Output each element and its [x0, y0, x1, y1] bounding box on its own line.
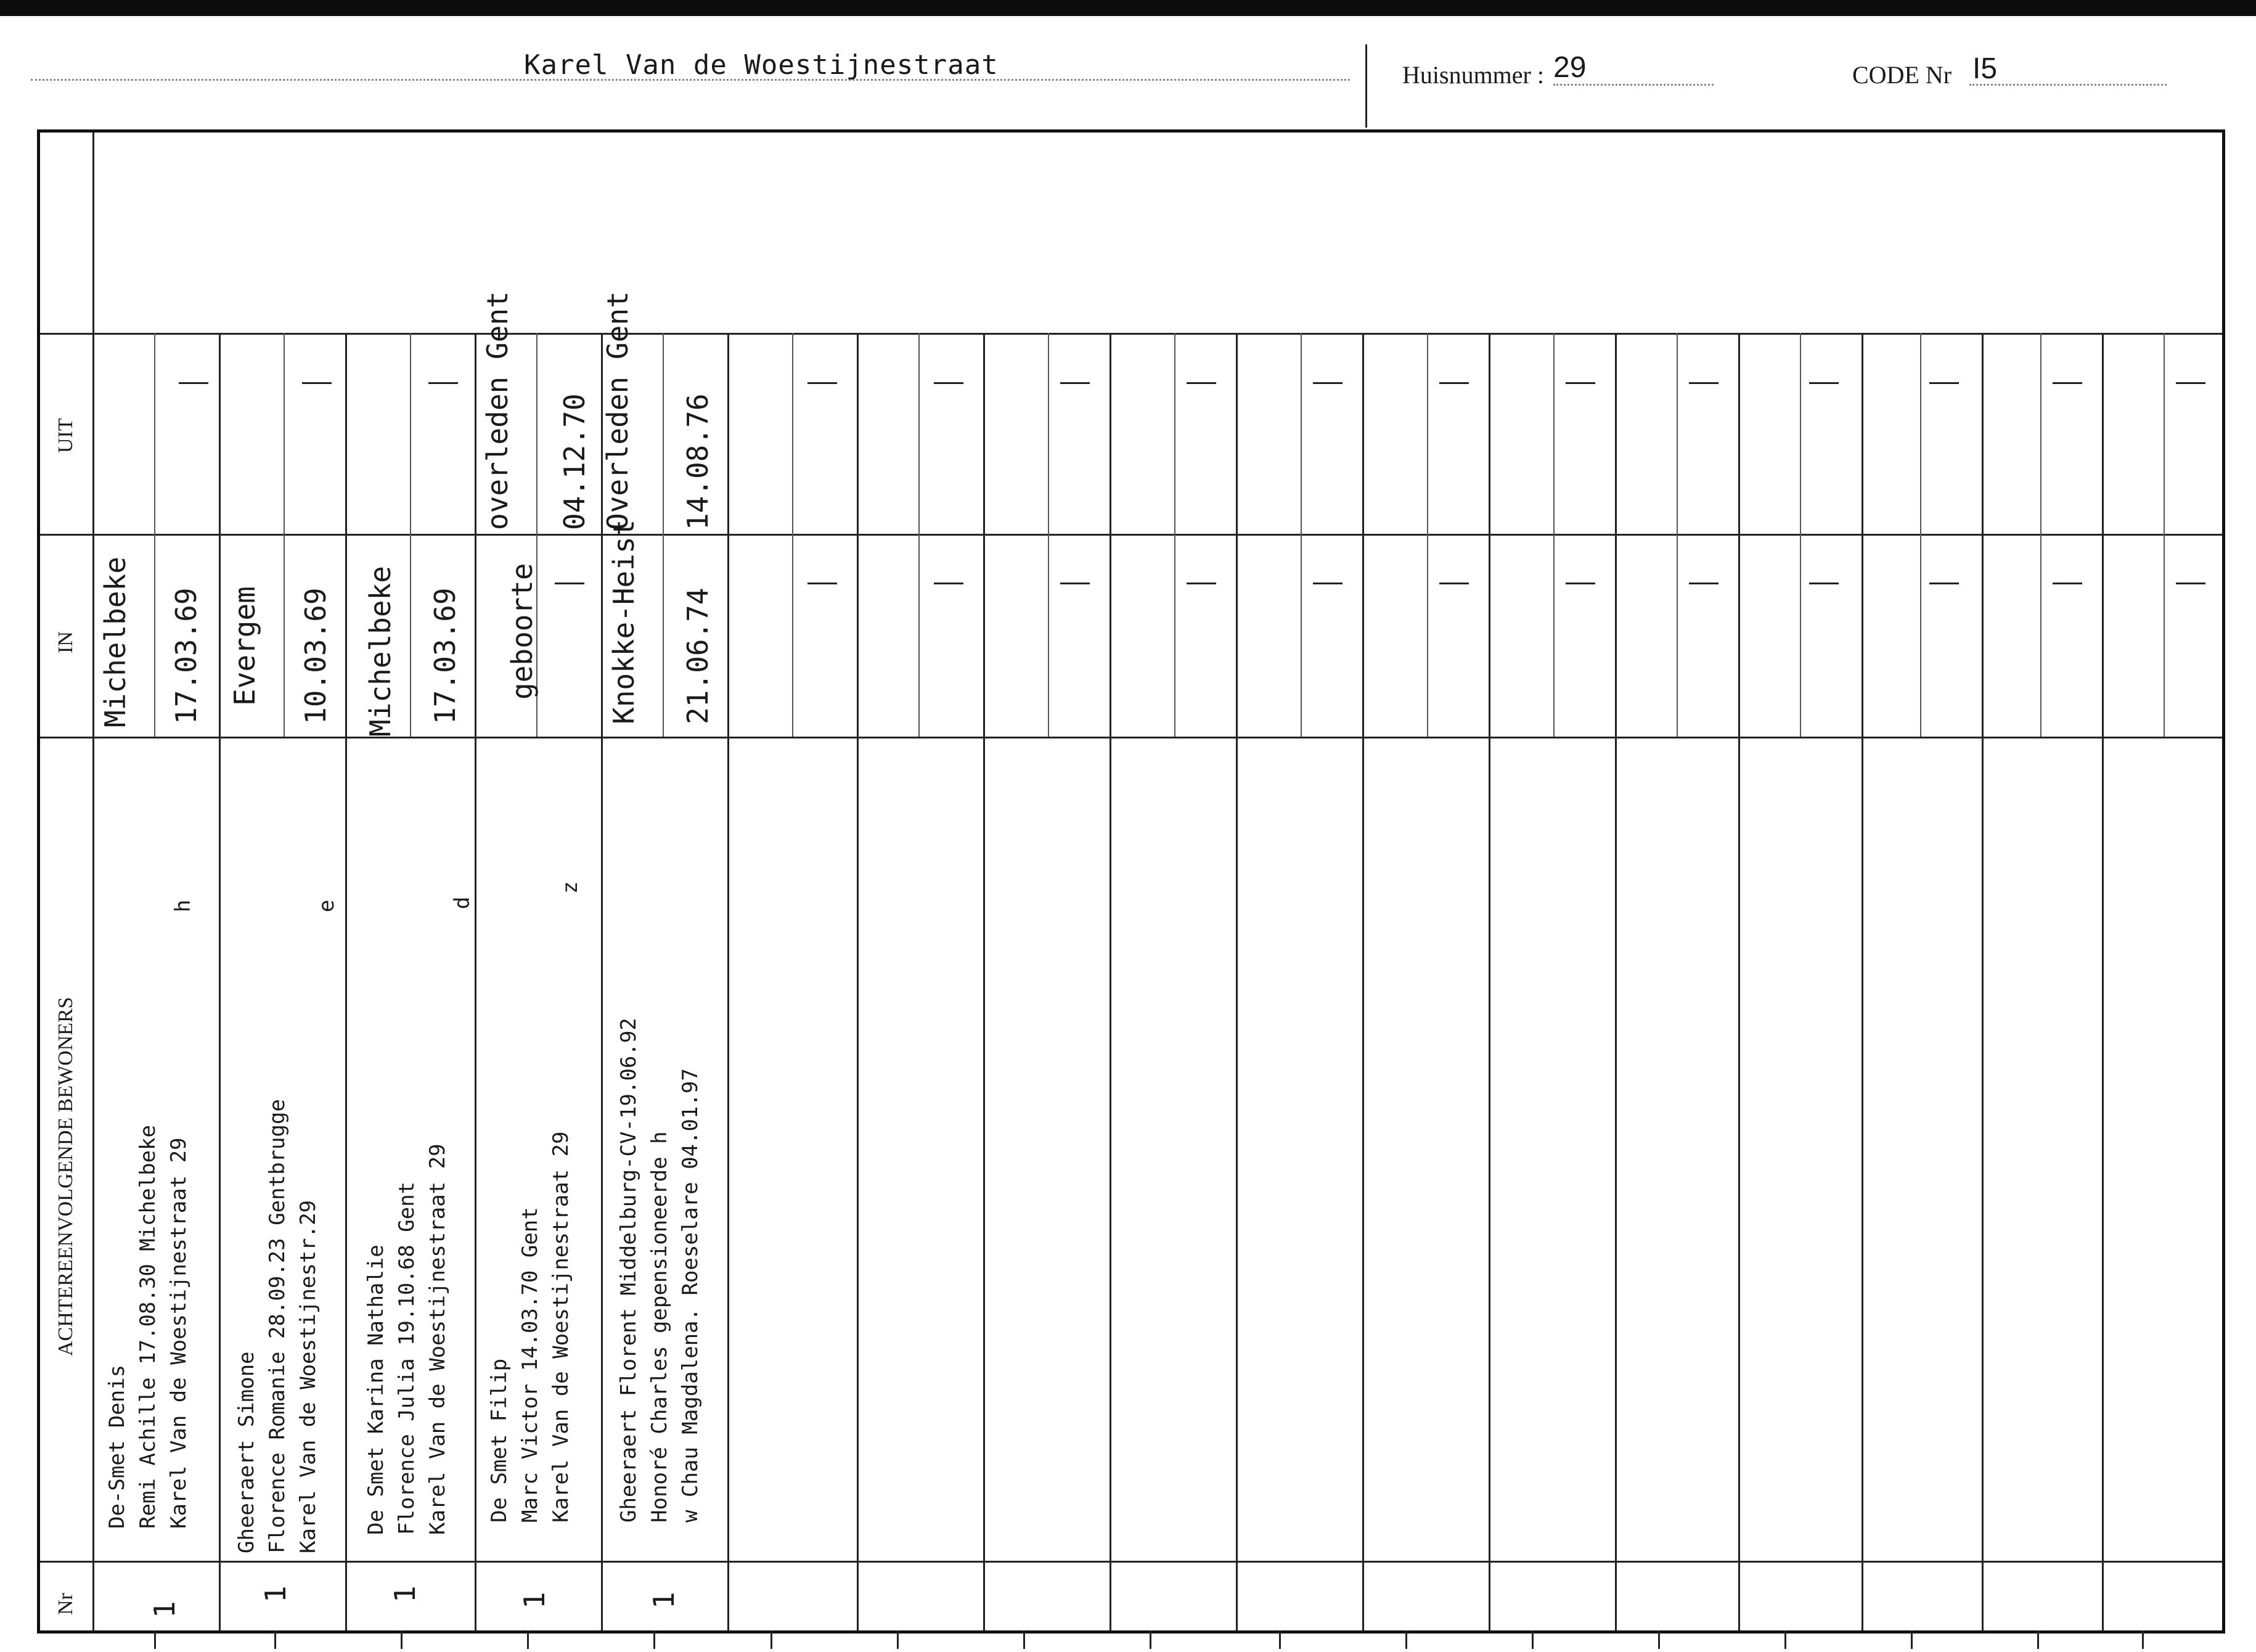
residents-top-rule [40, 737, 2222, 738]
in-date: 17.03.69 [428, 587, 462, 724]
entry-rule [983, 333, 985, 1630]
resident-line: Gheeraert Florent Middelburg-CV-19.06.92 [616, 1018, 641, 1523]
resident-line: Marc Victor 14.03.70 Gent [518, 1207, 542, 1523]
entry-rule [345, 333, 347, 1630]
bottom-tick [653, 1630, 655, 1649]
entry-rule [2102, 333, 2104, 1630]
empty-dash [1060, 583, 1090, 584]
entry-rule [727, 333, 729, 1630]
empty-dash [1313, 583, 1343, 584]
empty-dash [1313, 382, 1343, 384]
label-column-rule [92, 133, 94, 1630]
house-number-value: 29 [1553, 51, 1587, 84]
house-number-label: Huisnummer : [1402, 61, 1544, 89]
resident-line: Karel Van de Woestijnestraat 29 [549, 1131, 573, 1523]
resident-entry [231, 1099, 324, 1553]
sub-rule [1301, 333, 1302, 737]
empty-dash [1187, 583, 1216, 584]
bottom-tick [897, 1630, 899, 1649]
resident-line: Karel Van de Woestijnestraat 29 [425, 1143, 450, 1535]
sub-rule [1048, 333, 1049, 737]
scan-top-border [0, 0, 2256, 16]
sub-rule [2040, 333, 2041, 737]
bottom-tick [274, 1630, 276, 1649]
in-place: Michelbeke [99, 557, 132, 727]
nr-column-label: Nr [54, 1593, 77, 1615]
empty-dash [2176, 382, 2205, 384]
resident-line: Karel Van de Woestijnestr.29 [296, 1200, 321, 1553]
resident-line: Florence Julia 19.10.68 Gent [394, 1181, 419, 1535]
household-mark: h [171, 899, 195, 912]
sub-rule [1427, 333, 1428, 737]
household-mark: e [314, 899, 339, 912]
entry-nr: 1 [518, 1592, 551, 1609]
bottom-tick [1658, 1630, 1660, 1649]
empty-dash [1060, 382, 1090, 384]
household-mark: d [450, 896, 475, 909]
entry-rule [1110, 333, 1111, 1630]
bottom-tick [1532, 1630, 1534, 1649]
resident-line: Honoré Charles gepensioneerde h [647, 1131, 672, 1523]
empty-dash [2053, 583, 2082, 584]
bottom-tick [1023, 1630, 1025, 1649]
entry-rule [1489, 333, 1490, 1630]
resident-entry [361, 1143, 453, 1535]
empty-dash [2176, 583, 2205, 584]
empty-dash [1439, 382, 1469, 384]
out-place: overleden Gent [481, 291, 514, 530]
in-date: 17.03.69 [170, 587, 203, 724]
empty-dash [1929, 382, 1959, 384]
sub-rule [1920, 333, 1921, 737]
header-separator [1365, 44, 1367, 128]
entry-rule [1236, 333, 1238, 1630]
entry-rule [1615, 333, 1617, 1630]
out-date: 14.08.76 [681, 393, 714, 530]
in-place: Michelbeke [364, 566, 397, 737]
street-name: Karel Van de Woestijnestraat [524, 49, 999, 81]
sub-rule [792, 333, 793, 737]
bottom-tick [1150, 1630, 1151, 1649]
empty-dash [1689, 382, 1719, 384]
bottom-tick [770, 1630, 772, 1649]
sub-rule [918, 333, 920, 737]
code-value: I5 [1972, 52, 1998, 85]
in-place: Knokke-Heist [607, 519, 640, 724]
entry-rule [475, 333, 476, 1630]
resident-line: w Chau Magdalena. Roeselare 04.01.97 [678, 1068, 703, 1523]
sub-rule [663, 333, 664, 737]
house-number-dots [1553, 84, 1714, 86]
entry-rule [1862, 333, 1863, 1630]
uit-column-label: UIT [54, 418, 77, 453]
empty-dash [1809, 382, 1839, 384]
nr-top-rule [40, 1561, 2222, 1563]
empty-dash [1566, 583, 1595, 584]
entry-nr: 1 [259, 1585, 292, 1603]
bottom-tick [1279, 1630, 1281, 1649]
empty-dash [1439, 583, 1469, 584]
bottom-tick [401, 1630, 403, 1649]
out-place: Overleden Gent [601, 291, 634, 530]
entry-nr: 1 [647, 1592, 680, 1609]
entry-rule [857, 333, 859, 1630]
entry-rule [1362, 333, 1364, 1630]
empty-dash [807, 583, 837, 584]
bottom-tick [154, 1630, 156, 1649]
entry-rule [1738, 333, 1740, 1630]
sub-rule [1553, 333, 1555, 737]
entry-nr: 1 [148, 1601, 181, 1618]
resident-entry [613, 1018, 706, 1523]
in-date: 21.06.74 [681, 587, 714, 724]
household-mark: z [558, 881, 582, 894]
uit-top-rule [40, 333, 2222, 335]
out-date-dash [302, 382, 332, 384]
resident-line: Florence Romanie 28.09.23 Gentbrugge [265, 1099, 290, 1553]
resident-line: Remi Achille 17.08.30 Michelbeke [136, 1124, 160, 1529]
out-date-dash [428, 382, 458, 384]
resident-line: De Smet Filip [487, 1358, 512, 1523]
bottom-tick [1405, 1630, 1407, 1649]
resident-line: Karel Van de Woestijnestraat 29 [166, 1137, 191, 1529]
sub-rule [284, 333, 285, 737]
bottom-tick [2037, 1630, 2039, 1649]
empty-dash [1187, 382, 1216, 384]
entry-rule [219, 333, 221, 1630]
code-dots [1969, 84, 2167, 86]
in-top-rule [40, 534, 2222, 536]
resident-entry [102, 1125, 194, 1529]
out-date: 04.12.70 [558, 393, 591, 530]
in-place: Evergem [228, 586, 261, 706]
in-date: 10.03.69 [299, 587, 332, 724]
resident-line: De Smet Karina Nathalie [364, 1245, 388, 1535]
residents-column-label: ACHTEREENVOLGENDE BEWONERS [54, 997, 77, 1356]
empty-dash [807, 382, 837, 384]
sub-rule [2164, 333, 2165, 737]
sub-rule [410, 333, 411, 737]
code-label: CODE Nr [1852, 61, 1952, 89]
entry-rule [1982, 333, 1984, 1630]
bottom-tick [1784, 1630, 1786, 1649]
in-place: geboorte [505, 563, 539, 700]
empty-dash [2053, 382, 2082, 384]
bottom-tick [2142, 1630, 2144, 1649]
in-column-label: IN [54, 631, 77, 653]
empty-dash [1566, 382, 1595, 384]
out-date-dash [179, 382, 208, 384]
resident-line: Gheeraert Simone [234, 1351, 259, 1553]
entry-nr: 1 [388, 1585, 422, 1603]
empty-dash [1689, 583, 1719, 584]
sub-rule [1174, 333, 1175, 737]
empty-dash [934, 382, 963, 384]
bottom-tick [1911, 1630, 1913, 1649]
sub-rule [1800, 333, 1801, 737]
resident-entry [484, 1131, 576, 1523]
sub-rule [154, 333, 155, 737]
in-date-dash [555, 583, 584, 584]
empty-dash [934, 583, 963, 584]
resident-line: De-Smet Denis [105, 1364, 129, 1529]
sub-rule [1677, 333, 1678, 737]
empty-dash [1809, 583, 1839, 584]
bottom-tick [527, 1630, 529, 1649]
empty-dash [1929, 583, 1959, 584]
